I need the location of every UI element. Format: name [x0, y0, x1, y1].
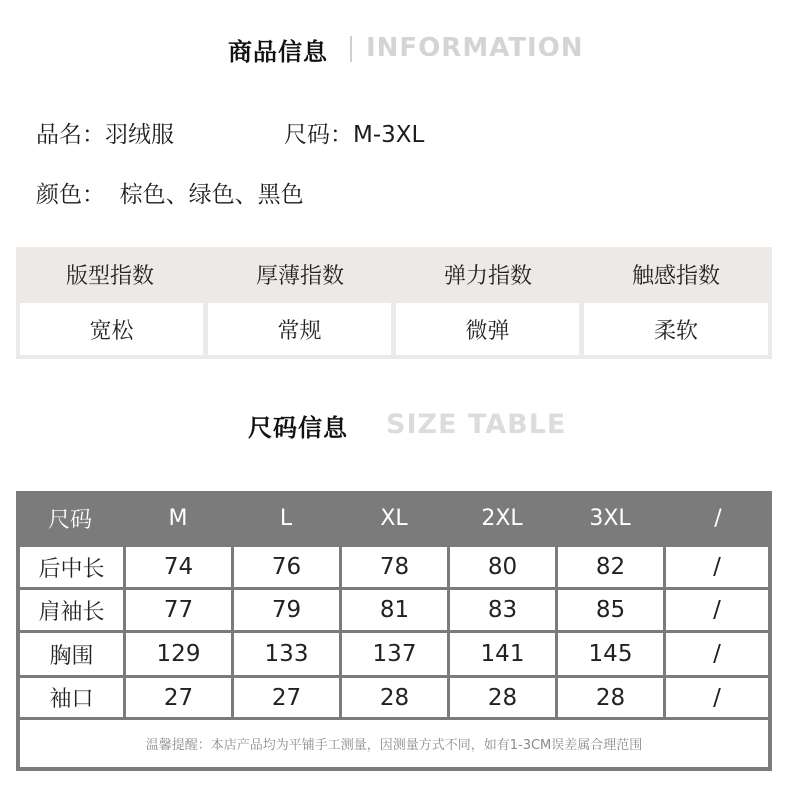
size-cell: 76 [234, 547, 339, 587]
size-cell: 28 [450, 678, 555, 717]
size-cell: 81 [342, 590, 447, 630]
size-cell: 74 [126, 547, 231, 587]
size-cell: 79 [234, 590, 339, 630]
size-cell: 77 [126, 590, 231, 630]
size-cell: 82 [558, 547, 663, 587]
size-cell: 27 [234, 678, 339, 717]
size-table-title-en: SIZE TABLE [386, 409, 567, 440]
size-cell: 129 [126, 633, 231, 675]
size-cell: 80 [450, 547, 555, 587]
index-value-thickness: 常规 [208, 303, 391, 355]
size-cell: 78 [342, 547, 447, 587]
size-cell: / [666, 678, 768, 717]
size-info-title: 尺码信息 [248, 414, 348, 442]
index-value-fit: 宽松 [20, 303, 203, 355]
index-value-touch: 柔软 [584, 303, 768, 355]
size-row-label: 肩袖长 [20, 590, 123, 630]
size-row-label: 胸围 [20, 633, 123, 675]
index-value-elasticity: 微弹 [396, 303, 579, 355]
information-title: 商品信息 [228, 38, 328, 66]
product-size-range: 尺码：M-3XL [284, 122, 425, 148]
information-header [0, 28, 790, 72]
index-table [16, 247, 772, 359]
product-colors: 颜色： 棕色、绿色、黑色 [36, 182, 304, 208]
size-cell: 83 [450, 590, 555, 630]
index-header-touch: 触感指数 [631, 263, 720, 289]
size-cell: / [666, 547, 768, 587]
size-cell: 141 [450, 633, 555, 675]
size-cell: 145 [558, 633, 663, 675]
measurement-note: 温馨提醒：本店产品均为平铺手工测量，因测量方式不同，如有1-3CM误差属合理范围 [20, 720, 768, 767]
size-header-3xl: 3XL [589, 505, 631, 531]
size-header-xl: XL [380, 505, 408, 531]
title-divider [350, 36, 352, 62]
size-header-2xl: 2XL [481, 505, 523, 531]
size-row-label: 后中长 [20, 547, 123, 587]
size-header-l: L [279, 505, 293, 531]
size-cell: 137 [342, 633, 447, 675]
size-table [16, 491, 772, 771]
size-header-label: 尺码 [47, 507, 92, 533]
information-title-en: INFORMATION [366, 33, 584, 63]
index-header-fit: 版型指数 [65, 263, 154, 289]
size-header-slash: / [714, 505, 722, 531]
size-cell: / [666, 590, 768, 630]
size-cell: 27 [126, 678, 231, 717]
size-cell: 28 [558, 678, 663, 717]
index-header-elasticity: 弹力指数 [443, 263, 532, 289]
size-cell: 28 [342, 678, 447, 717]
size-row-label: 袖口 [20, 678, 123, 717]
product-name: 品名：羽绒服 [36, 122, 174, 148]
size-cell: / [666, 633, 768, 675]
size-cell: 85 [558, 590, 663, 630]
size-cell: 133 [234, 633, 339, 675]
size-header-m: M [168, 505, 188, 531]
index-header-thickness: 厚薄指数 [255, 263, 344, 289]
